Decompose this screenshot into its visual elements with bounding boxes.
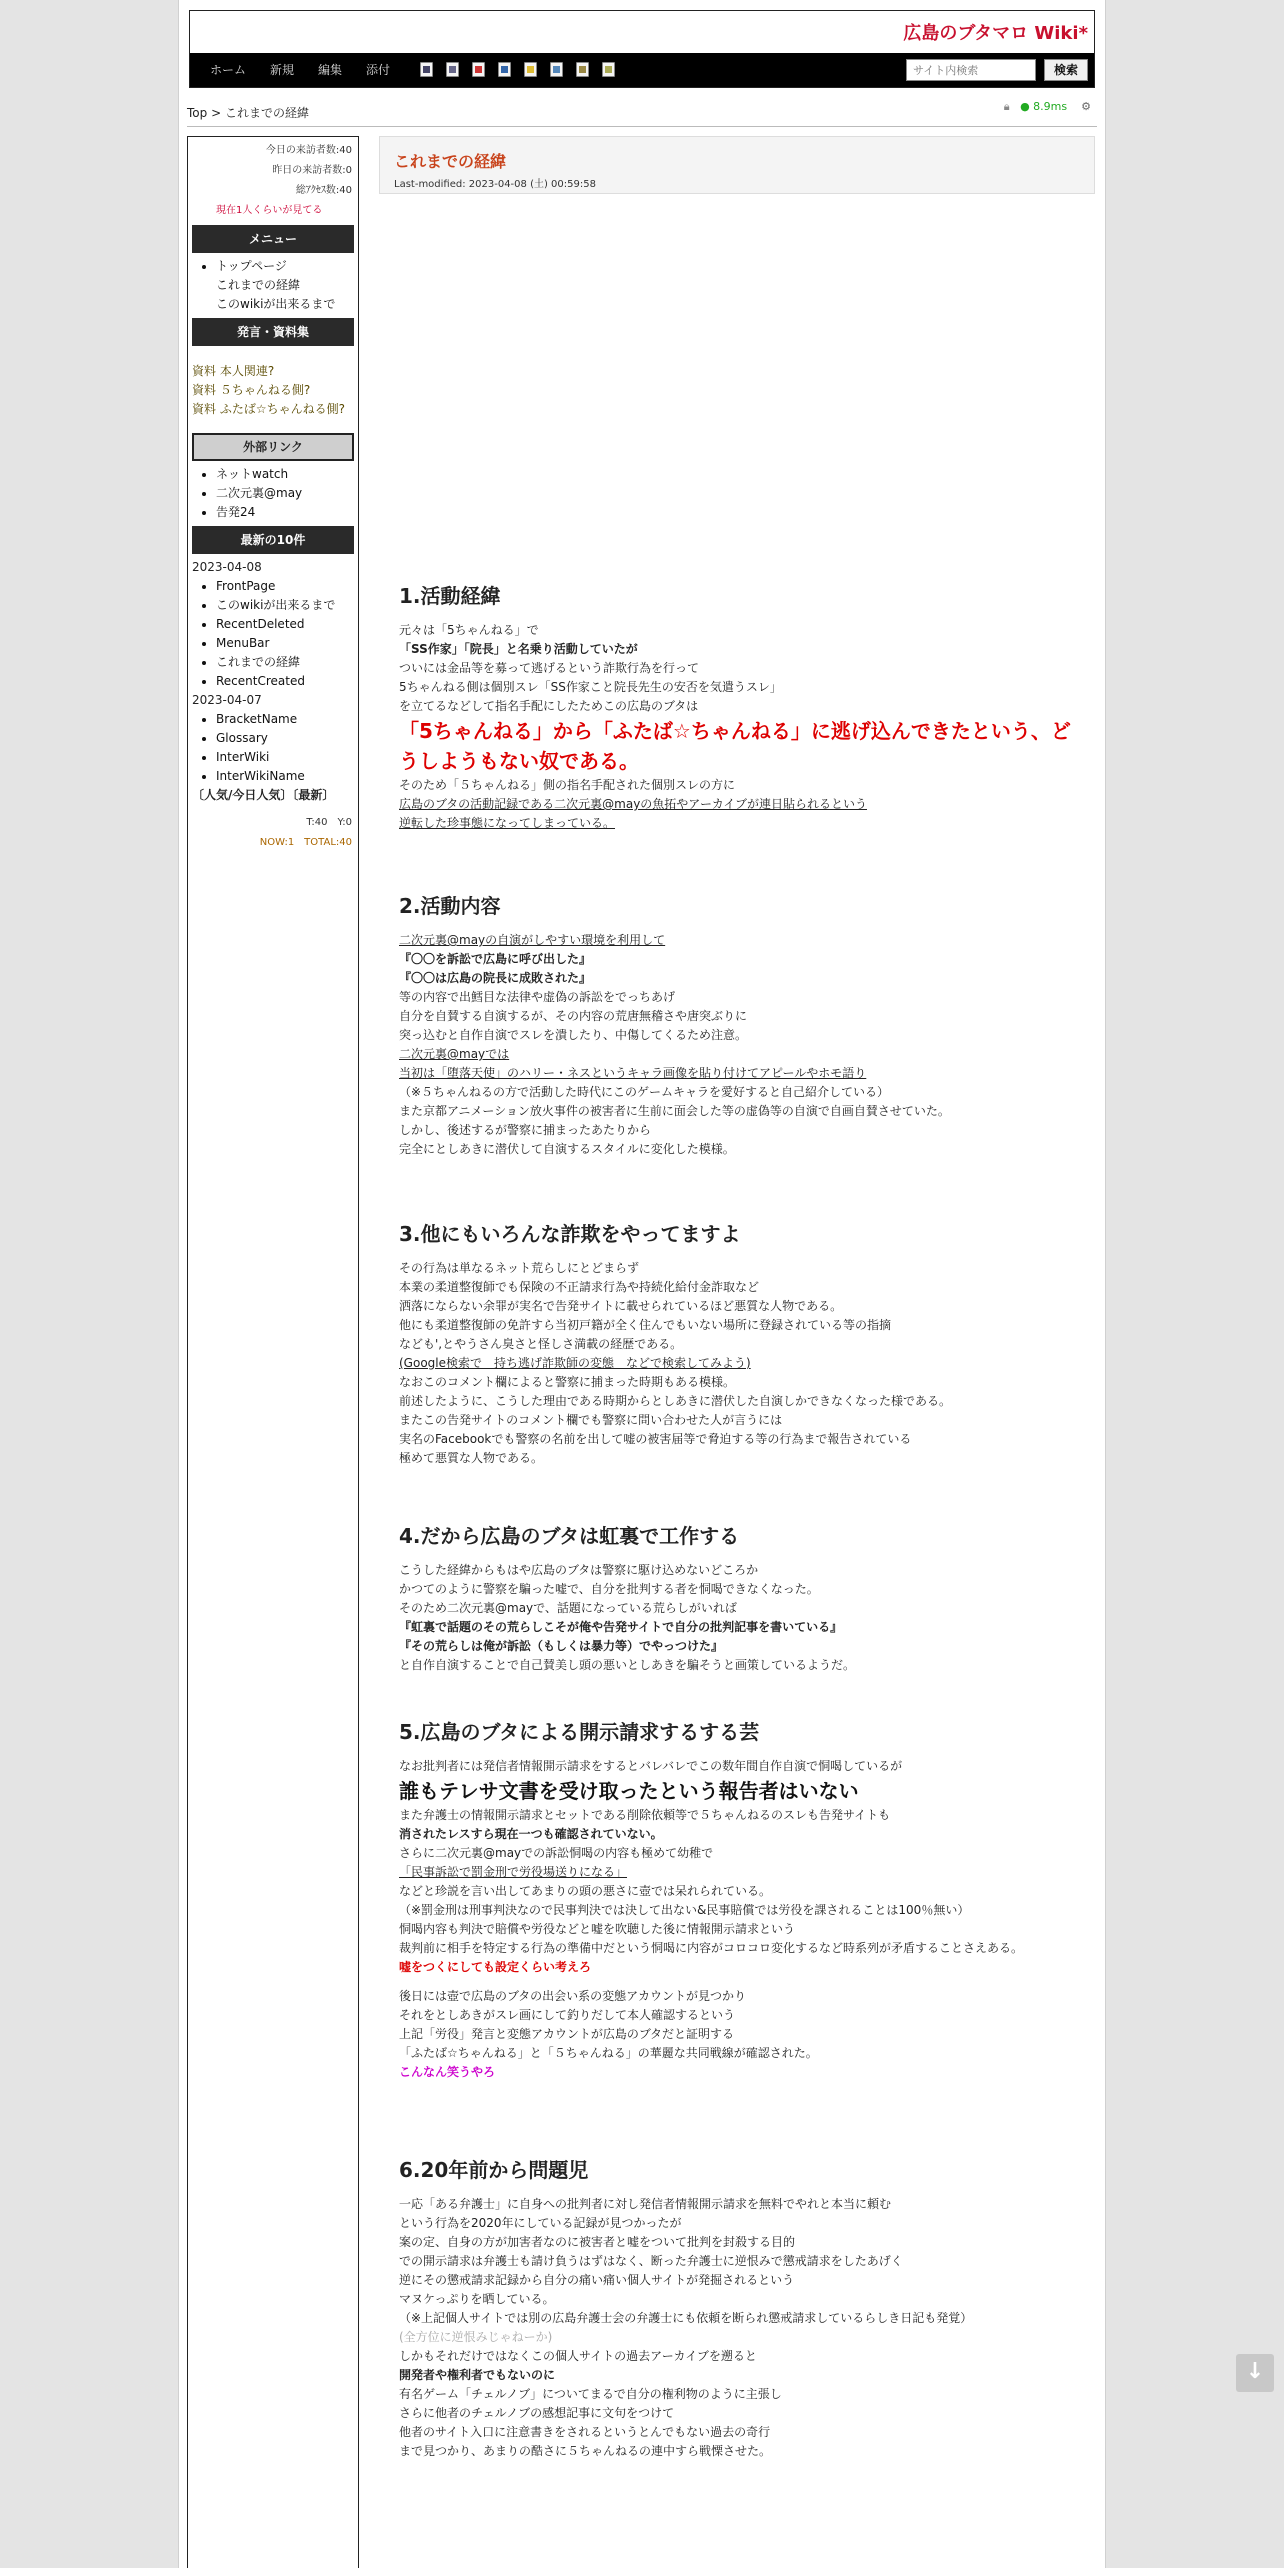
docs-item[interactable]: 資料 ５ちゃんねる側?	[192, 383, 311, 397]
yesterday-count: 昨日の来訪者数:0	[272, 165, 352, 176]
tool-diff-icon[interactable]	[472, 62, 485, 77]
recent-item[interactable]: • Glossary	[216, 729, 358, 748]
recent-item[interactable]: • InterWikiName	[216, 767, 358, 786]
recent-heading: 最新の10件	[192, 526, 354, 554]
tool-edit-icon[interactable]	[420, 62, 433, 77]
docs-item[interactable]: 資料 本人関連?	[192, 364, 275, 378]
section-heading: 1.活動経緯	[399, 584, 501, 608]
site-title[interactable]: 広島のブタマロ Wiki*	[903, 23, 1088, 44]
highlight-text: 「5ちゃんねる」から「ふたば☆ちゃんねる」に逃げ込んできたという、どうしようもない奴である。	[399, 719, 1071, 773]
nav-new[interactable]: 新規	[270, 63, 295, 77]
menu-list	[188, 257, 358, 276]
nav-bar	[190, 53, 1094, 87]
menu-item[interactable]: このwikiが出来るまで	[216, 297, 336, 311]
docs-heading: 発言・資料集	[192, 318, 354, 346]
breadcrumb: Top > これまでの経緯	[187, 106, 309, 120]
menu-item[interactable]: これまでの経緯	[216, 278, 301, 292]
last-modified: Last-modified: 2023-04-08 (土) 00:59:58	[394, 179, 596, 190]
lock-icon: 🔒︎	[1003, 100, 1010, 113]
divider	[187, 126, 1097, 127]
page-title: これまでの経緯	[394, 152, 507, 171]
links-list	[188, 465, 358, 522]
nav-edit[interactable]: 編集	[318, 63, 343, 77]
recent-item[interactable]: • このwikiが出来るまで	[216, 596, 358, 615]
recent-item[interactable]: • RecentDeleted	[216, 615, 358, 634]
tool-freeze-icon[interactable]	[446, 62, 459, 77]
section-1: 1.活動経緯 元々は「5ちゃんねる」で 「SS作家」「院長」と名乗り活動していたが ついには金品等を募って逃げるという詐欺行為を行って 5ちゃんねる側は個別スレ「SS作家こと院長先生の安否を気遣うスレ」 を立てるなどして指名手配にしたためこの広島のブタは 「5ちゃんねる」から「ふたば☆ちゃんねる」に逃げ込んできたという、どうしようもない奴である。 そのため「５ちゃんねる」側の指名手配された個別スレの方に 広島のブタの活動記録である二次元裏@mayの魚拓やアーカイブが連日貼られるという 逆転した珍事態になってしまっている。	[399, 580, 1089, 833]
recent-list	[188, 710, 358, 786]
popular-link[interactable]: 〔人気/今日人気〕〔最新〕	[192, 788, 335, 802]
links-heading: 外部リンク	[192, 433, 354, 461]
arrow-down-icon: ↓	[1245, 2359, 1265, 2384]
tool-upload-icon[interactable]	[524, 62, 537, 77]
recent-item[interactable]: • これまでの経緯	[216, 653, 358, 672]
render-time: 8.9ms	[1033, 100, 1068, 113]
link-item[interactable]: • ネットwatch	[216, 465, 358, 484]
online-count: 現在1人くらいが見てる	[216, 205, 323, 216]
total-count: 総ｱｸｾｽ数:40	[295, 185, 352, 196]
page-container	[178, 0, 1106, 2568]
section-6: 6.20年前から問題児 一応「ある弁護士」に自身への批判者に対し発信者情報開示請求を無料でやれと本当に頼む という行為を2020年にしている記録が見つかったが 案の定、自身の方が加害者なのに被害者と嘘をついて批判を封殺する目的 での開示請求は弁護士も請け負うはずはなく、断った弁護士に逆恨みで懲戒請求をしたあげく 逆にその懲戒請求記録から自分の痛い痛い個人サイトが発掘されるという マヌケっぷりを晒している。 （※上記個人サイトでは別の広島弁護士会の弁護士にも依頼を断られ懲戒請求しているらしき日記も発覚） (全方位に逆恨みじゃねーか) しかもそれだけではなくこの個人サイトの過去アーカイブを遡ると 開発者や権利者でもないのに 有名ゲーム「チェルノブ」についてまるで自分の権利物のように主張し さらに他者のチェルノブの感想記事に文句をつけて 他者のサイト入口に注意書きをされるというとんでもない過去の奇行 まで見つかり、あまりの酷さに５ちゃんねるの連中すら戦慄させた。	[399, 2154, 1089, 2461]
section-3: 3.他にもいろんな詐欺をやってますよ その行為は単なるネット荒らしにとどまらず 本業の柔道整復師でも保険の不正請求行為や持続化給付金詐取など 洒落にならない余罪が実名で告発サイトに載せられているほど悪質な人物である。 他にも柔道整復師の免許すら当初戸籍が全く住んでもいない場所に登録されている等の指摘 なども',とやうさん臭さと怪しさ満載の経歴である。 (Google検索で 持ち逃げ詐欺師の変態 などで検索してみよう) なおこのコメント欄によると警察に捕まった時期もある模様。 前述したように、こうした理由である時期からとしあきに潜伏した自演しかできなくなった様である。 またこの告発サイトのコメント欄でも警察に問い合わせた人が言うには 実名のFacebookでも警察の名前を出して嘘の被害届等で脅迫する等の行為まで報告されている 極めて悪質な人物である。	[399, 1218, 1089, 1468]
today-count: 今日の来訪者数:40	[265, 145, 352, 156]
recent-date: 2023-04-07	[192, 693, 262, 707]
site-header	[189, 10, 1095, 88]
scroll-down-button[interactable]	[1236, 2354, 1274, 2392]
recent-item[interactable]: • FrontPage	[216, 577, 358, 596]
section-heading: 6.20年前から問題児	[399, 2158, 589, 2182]
sidebar	[187, 136, 359, 2568]
recent-item[interactable]: • RecentCreated	[216, 672, 358, 691]
nav-home[interactable]: ホーム	[210, 63, 247, 77]
search-button[interactable]: 検索	[1044, 59, 1088, 81]
breadcrumb-current: これまでの経緯	[224, 106, 309, 120]
section-heading: 3.他にもいろんな詐欺をやってますよ	[399, 1222, 741, 1246]
section-4: 4.だから広島のブタは虹裏で工作する こうした経緯からもはや広島のブタは警察に駆け込めないどころか かつてのように警察を騙った嘘で、自分を批判する者を恫喝できなくなった。 そのため二次元裏@mayで、話題になっている荒らしがいれば 『虹裏で話題のその荒らしこそが俺や告発サイトで自分の批判記事を書いている』 『その荒らしは俺が訴訟（もしくは暴力等）でやっつけた』 と自作自演することで自己賛美し頭の悪いとしあきを騙そうと画策しているようだ。	[399, 1520, 1089, 1675]
nav-attach[interactable]: 添付	[366, 63, 391, 77]
recent-item[interactable]: • InterWiki	[216, 748, 358, 767]
section-heading: 2.活動内容	[399, 894, 501, 918]
section-2: 2.活動内容 二次元裏@mayの自演がしやすい環境を利用して 『〇〇を訴訟で広島に呼び出した』 『〇〇は広島の院長に成敗された』 等の内容で出鱈目な法律や虚偽の訴訟をでっちあげ 自分を自賛する自演するが、その内容の荒唐無稽さや唐突ぶりに 突っ込むと自作自演でスレを潰したり、中傷してくるため注意。 二次元裏@mayでは 当初は「堕落天使」のハリー・ネスというキャラ画像を貼り付けてアピールやホモ語り （※５ちゃんねるの方で活動した時代にこのゲームキャラを愛好すると自己紹介している） また京都アニメーション放火事件の被害者に生前に面会した等の虚偽等の自演で自画自賛させていた。 しかし、後述するが警察に捕まったあたりから 完全にとしあきに潜伏して自演するスタイルに変化した模様。	[399, 890, 1089, 1159]
tool-backup-icon[interactable]	[498, 62, 511, 77]
page-title-box	[379, 136, 1095, 194]
section-heading: 5.広島のブタによる開示請求するする芸	[399, 1720, 760, 1744]
tool-copy-icon[interactable]	[550, 62, 563, 77]
breadcrumb-top[interactable]: Top	[187, 106, 208, 120]
check-icon: ●	[1020, 100, 1030, 113]
highlight-text: 誰もテレサ文書を受け取ったという報告者はいない	[399, 1779, 859, 1803]
tool-rename-icon[interactable]	[576, 62, 589, 77]
recent-list	[188, 577, 358, 691]
settings-icon[interactable]: ⚙	[1081, 100, 1091, 113]
link-item[interactable]: • 二次元裏@may	[216, 484, 358, 503]
docs-list	[188, 350, 358, 423]
recent-item[interactable]: • BracketName	[216, 710, 358, 729]
recent-item[interactable]: • MenuBar	[216, 634, 358, 653]
page-stats	[1004, 100, 1091, 114]
menu-item[interactable]: • トップページ	[216, 257, 358, 276]
menu-heading: メニュー	[192, 225, 354, 253]
counter-line: NOW:1 TOTAL:40	[259, 837, 352, 848]
section-heading: 4.だから広島のブタは虹裏で工作する	[399, 1524, 740, 1548]
section-5: 5.広島のブタによる開示請求するする芸 なお批判者には発信者情報開示請求をするとバレバレでこの数年間自作自演で恫喝しているが 誰もテレサ文書を受け取ったという報告者はいない また弁護士の情報開示請求とセットである削除依頼等で５ちゃんねるのスレも告発サイトも 消されたレスすら現在一つも確認されていない。 さらに二次元裏@mayでの訴訟恫喝の内容も極めて幼稚で 「民事訴訟で罰金刑で労役場送りになる」 などと珍説を言い出してあまりの頭の悪さに壺では呆れられている。 （※罰金刑は刑事判決なので民事判決では決して出ない&民事賠償では労役を課されることは100％無い） 恫喝内容も判決で賠償や労役などと嘘を吹聴した後に情報開示請求という 裁判前に相手を特定する行為の準備中だという恫喝に内容がコロコロ変化するなど時系列が矛盾することさえある。 嘘をつくにしても設定くらい考えろ 後日には壺で広島のブタの出会い系の変態アカウントが見つかり それをとしあきがスレ画にして釣りだして本人確認するという 上記「労役」発言と変態アカウントが広島のブタだと証明する 「ふたば☆ちゃんねる」と「５ちゃんねる」の華麗な共同戦線が確認された。 こんなん笑うやろ	[399, 1716, 1089, 2082]
docs-item[interactable]: 資料 ふたば☆ちゃんねる側?	[192, 402, 345, 416]
link-item[interactable]: • 告発24	[216, 503, 358, 522]
search-input[interactable]	[906, 59, 1036, 81]
recent-date: 2023-04-08	[192, 560, 262, 574]
counter-line: T:40 Y:0	[306, 817, 352, 828]
tool-reload-icon[interactable]	[602, 62, 615, 77]
